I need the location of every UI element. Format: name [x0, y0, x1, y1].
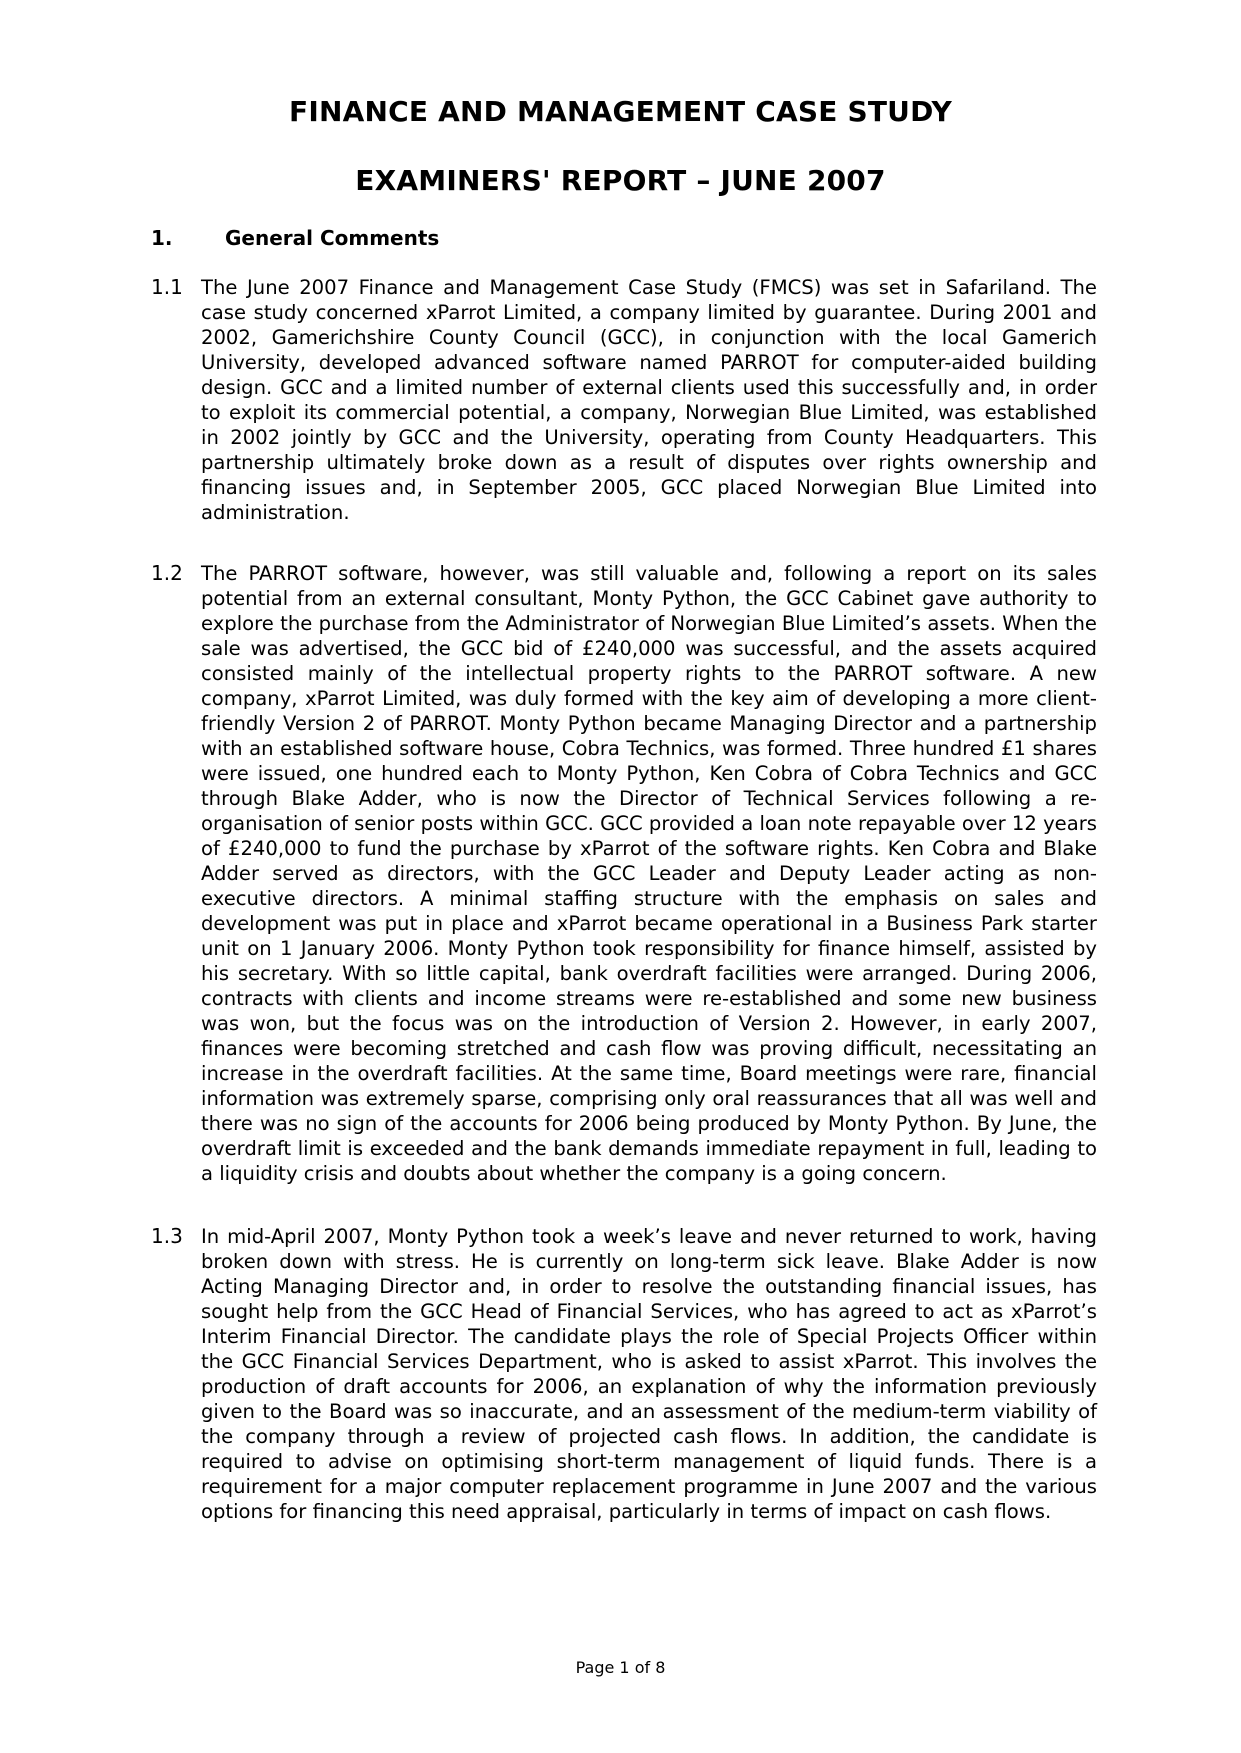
- paragraph-text: The PARROT software, however, was still valuable and, following a report on its sales potential from an external consultant, Monty Python, the GCC Cabinet gave authority to explore the purchase from the Administrator of Norwegian Blue Limited’s assets. When the sale was advertised, the GCC bid of £240,000 was successful, and the assets acquired consisted mainly of the intellectual property rights to the PARROT software. A new company, xParrot Limited, was duly formed with the key aim of developing a more client-friendly Version 2 of PARROT. Monty Python became Managing Director and a partnership with an established software house, Cobra Technics, was formed. Three hundred £1 shares were issued, one hundred each to Monty Python, Ken Cobra of Cobra Technics and GCC through Blake Adder, who is now the Director of Technical Services following a re-organisation of senior posts within GCC. GCC provided a loan note repayable over 12 years of £240,000 to fund the purchase by xParrot of the software rights. Ken Cobra and Blake Adder served as directors, with the GCC Leader and Deputy Leader acting as non-executive directors. A minimal staffing structure with the emphasis on sales and development was put in place and xParrot became operational in a Business Park starter unit on 1 January 2006. Monty Python took responsibility for finance himself, assisted by his secretary. With so little capital, bank overdraft facilities were arranged. During 2006, contracts with clients and income streams were re-established and some new business was won, but the focus was on the introduction of Version 2. However, in early 2007, finances were becoming stretched and cash flow was proving difficult, necessitating an increase in the overdraft facilities. At the same time, Board meetings were rare, financial information was extremely sparse, comprising only oral reassurances that all was well and there was no sign of the accounts for 2006 being produced by Monty Python. By June, the overdraft limit is exceeded and the bank demands immediate repayment in full, leading to a liquidity crisis and doubts about whether the company is a going concern.: [201, 562, 1097, 1185]
- section-number: 1.: [151, 226, 173, 250]
- paragraph-text: The June 2007 Finance and Management Case Study (FMCS) was set in Safariland. The case study concerned xParrot Limited, a company limited by guarantee. During 2001 and 2002, Gamerichshire County Council (GCC), in conjunction with the local Gamerich University, developed advanced software named PARROT for computer-aided building design. GCC and a limited number of external clients used this successfully and, in order to exploit its commercial potential, a company, Norwegian Blue Limited, was established in 2002 jointly by GCC and the University, operating from County Headquarters. This partnership ultimately broke down as a result of disputes over rights ownership and financing issues and, in September 2005, GCC placed Norwegian Blue Limited into administration.: [201, 276, 1097, 524]
- section-title: General Comments: [225, 226, 440, 250]
- section-heading: [151, 226, 439, 250]
- paragraph-1-1: [151, 275, 1097, 525]
- page-footer: Page 1 of 8: [575, 1658, 666, 1677]
- paragraph-number: 1.2: [151, 561, 183, 585]
- document-title: FINANCE AND MANAGEMENT CASE STUDY: [289, 95, 952, 128]
- paragraph-number: 1.3: [151, 1224, 183, 1248]
- document-subtitle: EXAMINERS' REPORT – JUNE 2007: [355, 164, 886, 197]
- paragraph-text: In mid-April 2007, Monty Python took a week’s leave and never returned to work, having broken down with stress. He is currently on long-term sick leave. Blake Adder is now Acting Managing Director and, in order to resolve the outstanding financial issues, has sought help from the GCC Head of Financial Services, who has agreed to act as xParrot’s Interim Financial Director. The candidate plays the role of Special Projects Officer within the GCC Financial Services Department, who is asked to assist xParrot. This involves the production of draft accounts for 2006, an explanation of why the information previously given to the Board was so inaccurate, and an assessment of the medium-term viability of the company through a review of projected cash flows. In addition, the candidate is required to advise on optimising short-term management of liquid funds. There is a requirement for a major computer replacement programme in June 2007 and the various options for financing this need appraisal, particularly in terms of impact on cash flows.: [201, 1225, 1097, 1523]
- paragraph-1-2: [151, 561, 1097, 1186]
- paragraph-number: 1.1: [151, 275, 183, 299]
- paragraph-1-3: [151, 1224, 1097, 1524]
